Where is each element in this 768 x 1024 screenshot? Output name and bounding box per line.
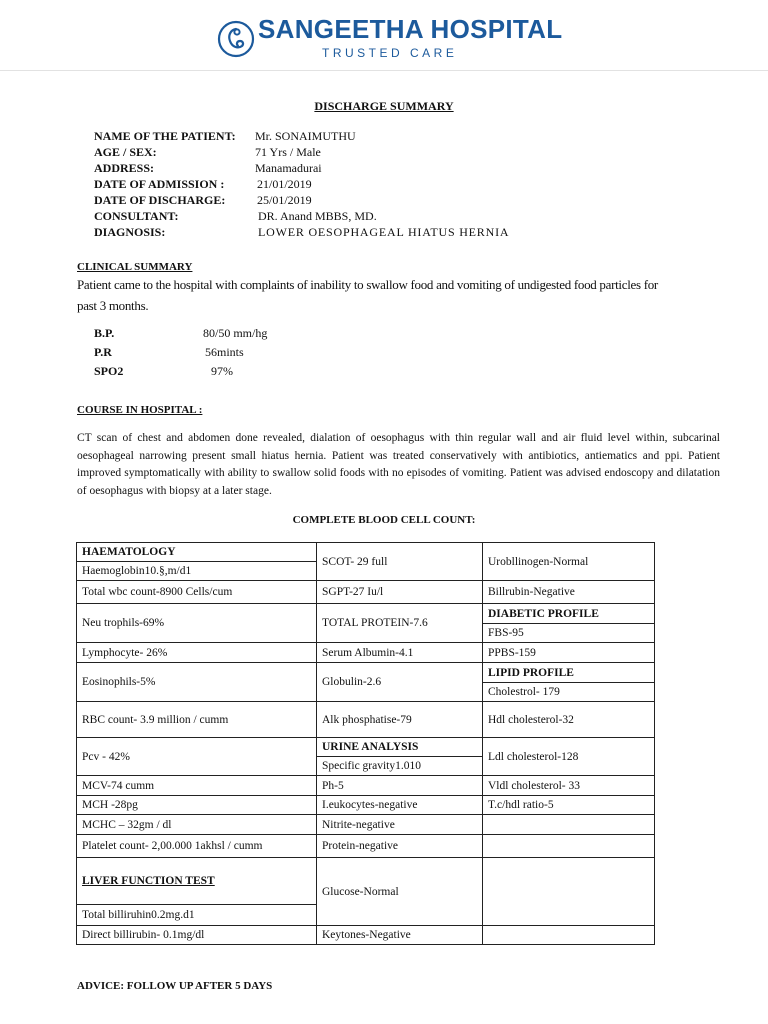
info-label: NAME OF THE PATIENT: [94,129,236,143]
eosinophils-cell: Eosinophils-5% [77,663,317,702]
admission-date-row [94,176,614,192]
total-wbc-cell: Total wbc count-8900 Cells/cum [77,581,317,604]
empty-cell [483,835,655,858]
mchc-cell: MCHC – 32gm / dl [77,815,317,835]
info-label: DIAGNOSIS: [94,225,166,239]
protein-cell: Protein-negative [317,835,483,858]
direct-bilirubin-cell: Direct billirubin- 0.1mg/dl [77,926,317,945]
tc-hdl-ratio-cell: T.c/hdl ratio-5 [483,796,655,815]
ppbs-cell: PPBS-159 [483,643,655,663]
diabetic-profile-heading: DIABETIC PROFILE [483,604,655,624]
empty-cell [483,815,655,835]
ldl-cell: Ldl cholesterol-128 [483,738,655,776]
address-row [94,160,614,176]
nitrite-cell: Nitrite-negative [317,815,483,835]
address-value: Manamadurai [255,161,322,175]
vital-value-bp: 80/50 mm/hg [203,326,268,340]
neutrophils-cell: Neu trophils-69% [77,604,317,643]
serum-albumin-cell: Serum Albumin-4.1 [317,643,483,663]
mch-cell: MCH -28pg [77,796,317,815]
hospital-name: SANGEETHA HOSPITAL [258,14,563,44]
advice-text: ADVICE: FOLLOW UP AFTER 5 DAYS [77,980,273,992]
age-sex-row [94,144,614,160]
urobilinogen-cell: Urobllinogen-Normal [483,543,655,581]
consultant-row [94,208,614,224]
vldl-cell: Vldl cholesterol- 33 [483,776,655,796]
discharge-date-value: 25/01/2019 [257,193,312,207]
lab-results-table [76,542,655,945]
haemoglobin-cell: Haemoglobin10.§,m/d1 [77,562,317,581]
clinical-summary-heading: CLINICAL SUMMARY [77,261,193,273]
vital-label-bp: B.P. [94,326,115,340]
document-title: DISCHARGE SUMMARY [314,99,454,113]
cholesterol-cell: Cholestrol- 179 [483,683,655,702]
consultant-value: DR. Anand MBBS, MD. [258,209,377,223]
cbc-title: COMPLETE BLOOD CELL COUNT: [292,514,476,526]
hdl-cell: Hdl cholesterol-32 [483,702,655,738]
total-bilirubin-cell: Total billiruhin0.2mg.d1 [77,905,317,926]
fbs-cell: FBS-95 [483,624,655,643]
vital-label-pr: P.R [94,345,112,359]
hospital-tagline: TRUSTED CARE [322,46,458,60]
ph-cell: Ph-5 [317,776,483,796]
hospital-logo-icon [216,19,256,59]
info-label: AGE / SEX: [94,145,157,159]
clinical-summary-text: Patient came to the hospital with complaints of inability to swallow food and vomiting of undigested food particles for past 3 months. [77,277,658,313]
keytones-cell: Keytones-Negative [317,926,483,945]
total-protein-cell: TOTAL PROTEIN-7.6 [317,604,483,643]
patient-info [94,128,614,240]
alk-phos-cell: Alk phosphatise-79 [317,702,483,738]
info-label: CONSULTANT: [94,209,179,223]
diagnosis-row [94,224,614,240]
info-label: DATE OF ADMISSION : [94,177,225,191]
glucose-cell: Glucose-Normal [317,858,483,926]
empty-cell [483,926,655,945]
info-label: ADDRESS: [94,161,155,175]
bilirubin-cell: Billrubin-Negative [483,581,655,604]
globulin-cell: Globulin-2.6 [317,663,483,702]
liver-function-heading: LIVER FUNCTION TEST [77,858,317,905]
patient-name-value: Mr. SONAIMUTHU [255,129,356,143]
hospital-header [0,0,768,71]
specific-gravity-cell: Specific gravity1.010 [317,757,483,776]
patient-name-row [94,128,614,144]
course-heading: COURSE IN HOSPITAL : [77,404,203,416]
lymphocyte-cell: Lymphocyte- 26% [77,643,317,663]
platelet-cell: Platelet count- 2,00.000 1akhsl / cumm [77,835,317,858]
urine-analysis-heading: URINE ANALYSIS [317,738,483,757]
pcv-cell: Pcv - 42% [77,738,317,776]
mcv-cell: MCV-74 cumm [77,776,317,796]
haematology-heading: HAEMATOLOGY [77,543,317,562]
vital-value-spo2: 97% [211,364,233,378]
vital-value-pr: 56mints [205,345,244,359]
discharge-date-row [94,192,614,208]
info-label: DATE OF DISCHARGE: [94,193,226,207]
sgpt-cell: SGPT-27 Iu/l [317,581,483,604]
empty-cell [483,858,655,926]
diagnosis-value: LOWER OESOPHAGEAL HIATUS HERNIA [258,225,510,239]
vital-label-spo2: SPO2 [94,364,124,378]
course-text: CT scan of chest and abdomen done revealed, dialation of oesophagus with thin regular wall and air fluid level within, subcarinal oesophageal narrowing present small hiatus hernia. Patient was treated conservatively with antibiotics, antiematics and ppi. Patient improved symptomatically with ability to swallow solid foods with no episodes of vomiting. Patient was advised endoscopy and dilatation of oesophagus with biopsy at a later stage. [77,432,720,497]
admission-date-value: 21/01/2019 [257,177,312,191]
scot-cell: SCOT- 29 full [317,543,483,581]
age-sex-value: 71 Yrs / Male [255,145,321,159]
rbc-cell: RBC count- 3.9 million / cumm [77,702,317,738]
lipid-profile-heading: LIPID PROFILE [483,663,655,683]
leukocytes-cell: I.eukocytes-negative [317,796,483,815]
